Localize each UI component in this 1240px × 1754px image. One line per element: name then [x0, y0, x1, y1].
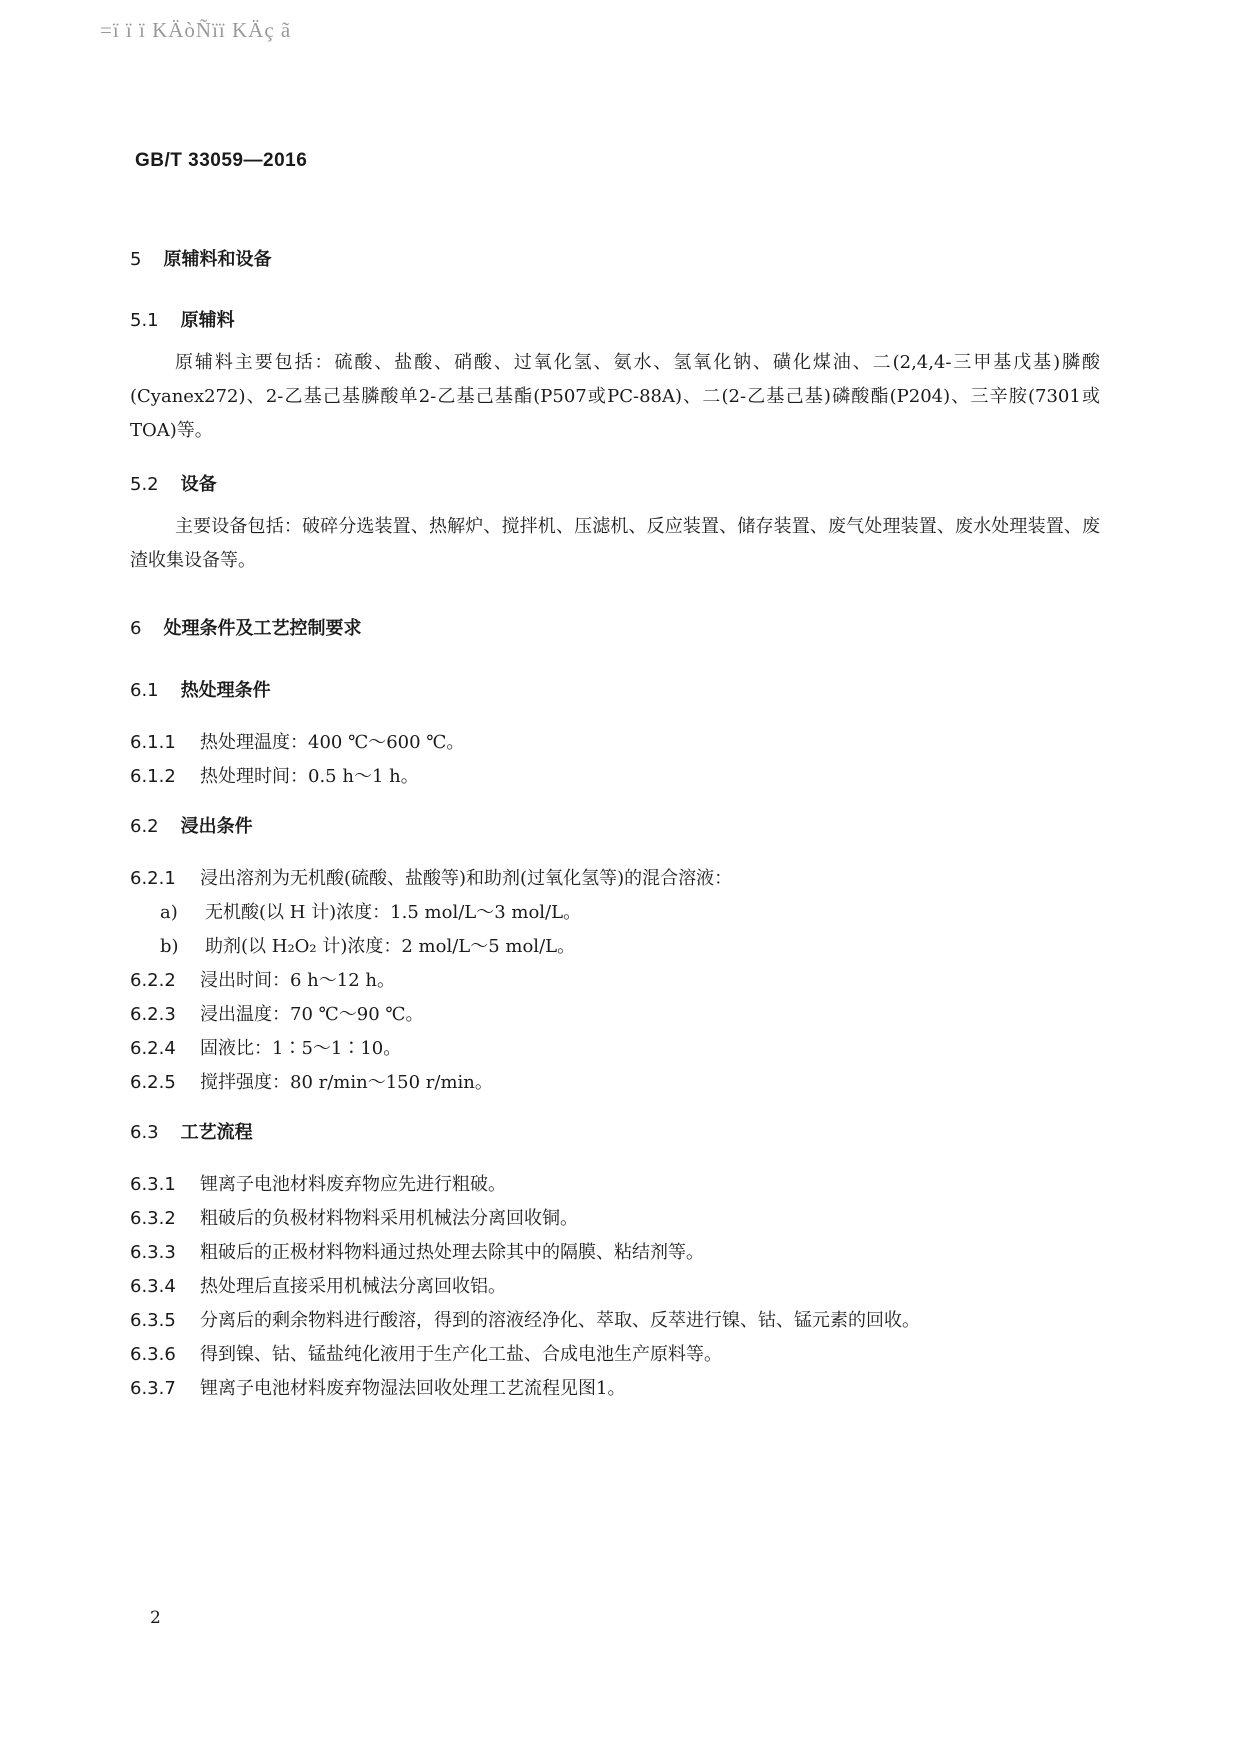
section-number: 6.1 — [130, 680, 159, 701]
section-number: 6 — [130, 618, 142, 639]
section-6-3-heading — [130, 1118, 253, 1144]
section-number: 5.2 — [130, 474, 159, 495]
page-number: 2 — [150, 1608, 161, 1628]
clause-number: 6.2.1 — [130, 868, 176, 889]
section-title: 热处理条件 — [180, 680, 271, 701]
clause-6-2-1 — [130, 864, 732, 890]
clause-6-2-3 — [130, 1000, 424, 1026]
clause-number: 6.3.3 — [130, 1242, 176, 1263]
list-label: b) — [160, 936, 179, 957]
clause-text: 粗破后的正极材料物料通过热处理去除其中的隔膜、粘结剂等。 — [200, 1242, 704, 1263]
clause-6-3-1 — [130, 1170, 506, 1196]
clause-number: 6.3.2 — [130, 1208, 176, 1229]
section-5-1-heading — [130, 306, 235, 332]
standard-number: GB/T 33059—2016 — [135, 150, 308, 171]
clause-6-3-2 — [130, 1204, 578, 1230]
clause-text: 热处理后直接采用机械法分离回收铝。 — [200, 1276, 506, 1297]
clause-6-3-4 — [130, 1272, 506, 1298]
section-title: 浸出条件 — [180, 816, 253, 837]
clause-text: 锂离子电池材料废弃物应先进行粗破。 — [200, 1174, 506, 1195]
clause-6-1-2 — [130, 762, 419, 788]
raw-materials-paragraph: 原辅料主要包括：硫酸、盐酸、硝酸、过氧化氢、氨水、氢氧化钠、磺化煤油、二(2,4,4-三甲基戊基)膦酸(Cyanex272)、2-乙基己基膦酸单2-乙基己基酯(P507或PC-88A)、二(2-乙基己基)磷酸酯(P204)、三辛胺(7301或TOA)等。 — [130, 352, 1100, 441]
clause-6-3-3 — [130, 1238, 704, 1264]
clause-text: 固液比：1∶5～1∶10。 — [200, 1038, 402, 1059]
clause-text: 粗破后的负极材料物料采用机械法分离回收铜。 — [200, 1208, 578, 1229]
clause-6-3-7 — [130, 1374, 625, 1400]
clause-text: 浸出溶剂为无机酸(硫酸、盐酸等)和助剂(过氧化氢等)的混合溶液： — [200, 868, 733, 889]
clause-6-1-1 — [130, 728, 464, 754]
clause-text: 得到镍、钴、锰盐纯化液用于生产化工盐、合成电池生产原料等。 — [200, 1344, 722, 1365]
clause-6-2-4 — [130, 1034, 401, 1060]
section-6-1-heading — [130, 676, 271, 702]
section-title: 设备 — [180, 474, 217, 495]
section-6-heading — [130, 614, 361, 640]
section-title: 工艺流程 — [180, 1122, 253, 1143]
section-5-2-heading — [130, 470, 217, 496]
clause-number: 6.2.4 — [130, 1038, 176, 1059]
clause-number: 6.3.1 — [130, 1174, 176, 1195]
clause-6-3-5 — [130, 1306, 920, 1332]
section-number: 5 — [130, 249, 142, 270]
clause-text: 热处理温度：400 ℃～600 ℃。 — [200, 732, 465, 753]
clause-number: 6.1.2 — [130, 766, 176, 787]
clause-text: 分离后的剩余物料进行酸溶，得到的溶液经净化、萃取、反萃进行镍、钴、锰元素的回收。 — [200, 1310, 920, 1331]
clause-6-2-1-b — [160, 932, 575, 958]
section-title: 原辅料和设备 — [163, 249, 272, 270]
clause-number: 6.3.7 — [130, 1378, 176, 1399]
section-number: 6.2 — [130, 816, 159, 837]
section-6-2-heading — [130, 812, 253, 838]
equipment-paragraph: 主要设备包括：破碎分选装置、热解炉、搅拌机、压滤机、反应装置、储存装置、废气处理装置、废水处理装置、废渣收集设备等。 — [130, 516, 1100, 571]
clause-text: 搅拌强度：80 r/min～150 r/min。 — [200, 1072, 493, 1093]
clause-number: 6.2.5 — [130, 1072, 176, 1093]
clause-6-3-6 — [130, 1340, 722, 1366]
clause-number: 6.2.2 — [130, 970, 176, 991]
clause-text: 锂离子电池材料废弃物湿法回收处理工艺流程见图1。 — [200, 1378, 626, 1399]
clause-text: 浸出温度：70 ℃～90 ℃。 — [200, 1004, 424, 1025]
section-5-heading — [130, 245, 271, 271]
watermark-text: =ï ï ï KÄòÑïï KÄç ã — [100, 18, 292, 42]
clause-text: 热处理时间：0.5 h～1 h。 — [200, 766, 419, 787]
clause-6-2-2 — [130, 966, 395, 992]
clause-number: 6.3.4 — [130, 1276, 176, 1297]
clause-text: 浸出时间：6 h～12 h。 — [200, 970, 395, 991]
clause-number: 6.3.5 — [130, 1310, 176, 1331]
section-title: 原辅料 — [180, 310, 235, 331]
clause-number: 6.3.6 — [130, 1344, 176, 1365]
clause-6-2-5 — [130, 1068, 493, 1094]
clause-number: 6.2.3 — [130, 1004, 176, 1025]
list-text: 助剂(以 H₂O₂ 计)浓度：2 mol/L～5 mol/L。 — [205, 936, 576, 957]
section-title: 处理条件及工艺控制要求 — [163, 618, 362, 639]
section-number: 5.1 — [130, 310, 159, 331]
clause-6-2-1-a — [160, 898, 581, 924]
clause-number: 6.1.1 — [130, 732, 176, 753]
list-text: 无机酸(以 H 计)浓度：1.5 mol/L～3 mol/L。 — [205, 902, 582, 923]
list-label: a) — [160, 902, 178, 923]
section-number: 6.3 — [130, 1122, 159, 1143]
